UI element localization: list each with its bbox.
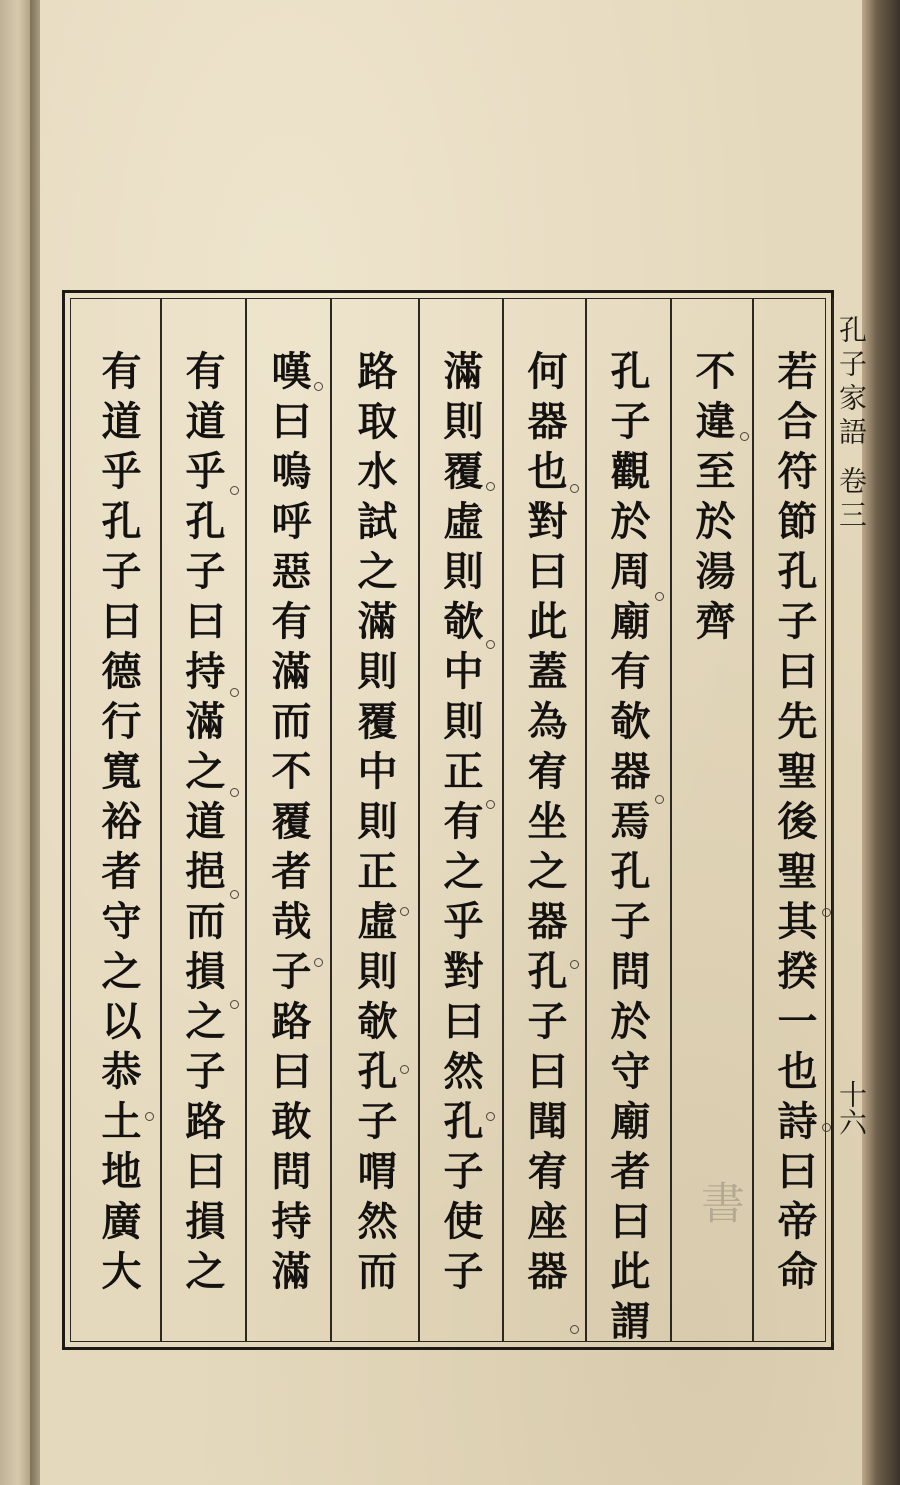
- punctuation-mark: [230, 1000, 239, 1009]
- column-rule: [585, 298, 587, 1342]
- column-rule: [418, 298, 420, 1342]
- book-gutter: [30, 0, 40, 1485]
- column-rule: [245, 298, 247, 1342]
- punctuation-mark: [822, 1123, 831, 1132]
- margin-title: 孔子家語 卷三: [835, 315, 868, 534]
- library-seal: 書: [693, 1180, 744, 1224]
- punctuation-mark: [230, 688, 239, 697]
- punctuation-mark: [145, 1112, 154, 1121]
- punctuation-mark: [400, 907, 409, 916]
- text-column-2: 不違至於湯齊: [689, 350, 736, 650]
- punctuation-mark: [314, 382, 323, 391]
- column-rule: [160, 298, 162, 1342]
- punctuation-mark: [655, 795, 664, 804]
- punctuation-mark: [230, 788, 239, 797]
- punctuation-mark: [486, 800, 495, 809]
- punctuation-mark: [486, 640, 495, 649]
- punctuation-mark: [740, 432, 749, 441]
- page-fore-edge: [862, 0, 900, 1485]
- punctuation-mark: [400, 1065, 409, 1074]
- punctuation-mark: [570, 1325, 579, 1334]
- text-column-4: 何器也對曰此蓋為宥坐之器孔子曰聞宥座器: [521, 350, 568, 1300]
- text-column-3: 孔子觀於周廟有欹器焉孔子問於守廟者曰此謂: [604, 350, 651, 1350]
- punctuation-mark: [314, 958, 323, 967]
- punctuation-mark: [486, 482, 495, 491]
- column-rule: [330, 298, 332, 1342]
- column-rule: [832, 298, 834, 1342]
- text-column-8: 有道乎孔子曰持滿之道挹而損之子路曰損之: [179, 350, 226, 1300]
- punctuation-mark: [570, 960, 579, 969]
- column-rule: [502, 298, 504, 1342]
- punctuation-mark: [822, 908, 831, 917]
- margin-page-number: 十六: [835, 1080, 868, 1136]
- text-column-7: 嘆曰嗚呼惡有滿而不覆者哉子路曰敢問持滿: [265, 350, 312, 1300]
- text-column-1: 若合符節孔子曰先聖後聖其揆一也詩曰帝命: [771, 350, 818, 1300]
- previous-page-edge: [0, 0, 30, 1485]
- text-column-6: 路取水試之滿則覆中則正虛則欹孔子喟然而: [351, 350, 398, 1300]
- punctuation-mark: [570, 484, 579, 493]
- punctuation-mark: [230, 890, 239, 899]
- text-column-9: 有道乎孔子曰德行寬裕者守之以恭土地廣大: [95, 350, 142, 1300]
- punctuation-mark: [486, 1112, 495, 1121]
- punctuation-mark: [655, 592, 664, 601]
- column-rule: [752, 298, 754, 1342]
- punctuation-mark: [230, 486, 239, 495]
- text-column-5: 滿則覆虛則欹中則正有之乎對曰然孔子使子: [437, 350, 484, 1300]
